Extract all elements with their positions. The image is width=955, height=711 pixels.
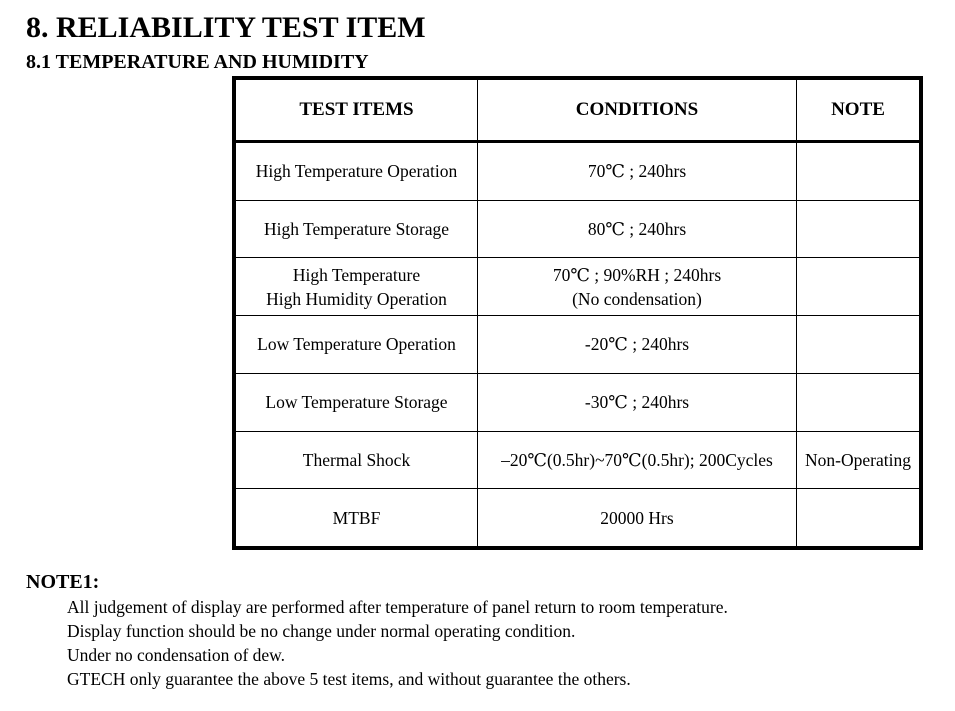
test-item-cell bbox=[236, 373, 478, 431]
test-item-cell bbox=[236, 142, 478, 201]
table-row bbox=[236, 200, 920, 258]
note-cell bbox=[797, 489, 920, 547]
note-line: Under no condensation of dew. bbox=[67, 645, 286, 665]
condition-cell-line: -30℃ ; 240hrs bbox=[584, 392, 690, 413]
table-row bbox=[236, 431, 920, 489]
condition-cell bbox=[478, 489, 797, 547]
condition-cell bbox=[478, 258, 797, 316]
condition-cell-line: –20℃(0.5hr)~70℃(0.5hr); 200Cycles bbox=[501, 449, 773, 470]
table-row bbox=[236, 316, 920, 374]
note-cell bbox=[797, 142, 920, 201]
test-item-cell bbox=[236, 200, 478, 258]
note-line: Display function should be no change under normal operating condition. bbox=[67, 621, 576, 641]
test-item-cell bbox=[236, 316, 478, 374]
note1-heading: NOTE1: bbox=[26, 571, 100, 593]
condition-cell-line: 70℃ ; 240hrs bbox=[587, 161, 687, 182]
condition-cell-line: (No condensation) bbox=[572, 288, 702, 309]
test-item-cell bbox=[236, 431, 478, 489]
test-item-cell-line: Low Temperature Operation bbox=[257, 334, 456, 355]
test-item-cell-line: High Humidity Operation bbox=[266, 288, 447, 309]
reliability-test-table bbox=[232, 76, 923, 550]
header-conditions: CONDITIONS bbox=[478, 80, 797, 142]
table-row bbox=[236, 489, 920, 547]
condition-cell bbox=[478, 373, 797, 431]
table-header-row bbox=[236, 80, 920, 142]
subsection-title: 8.1 TEMPERATURE AND HUMIDITY bbox=[26, 51, 369, 73]
section-title: 8. RELIABILITY TEST ITEM bbox=[26, 11, 426, 44]
note-cell bbox=[797, 258, 920, 316]
note-line: All judgement of display are performed after temperature of panel return to room temperature. bbox=[67, 597, 728, 617]
test-item-cell-line: MTBF bbox=[332, 507, 381, 528]
condition-cell-line: -20℃ ; 240hrs bbox=[584, 334, 690, 355]
condition-cell bbox=[478, 200, 797, 258]
note-cell bbox=[797, 316, 920, 374]
test-item-cell-line: Thermal Shock bbox=[302, 449, 411, 470]
table-body bbox=[236, 142, 920, 547]
test-item-cell-line: High Temperature Storage bbox=[263, 219, 450, 240]
table-row bbox=[236, 373, 920, 431]
test-item-cell-line: Low Temperature Storage bbox=[265, 392, 448, 413]
header-note: NOTE bbox=[797, 80, 920, 142]
note-cell bbox=[797, 373, 920, 431]
note-line: GTECH only guarantee the above 5 test items, and without guarantee the others. bbox=[67, 669, 631, 689]
test-item-cell-line: High Temperature bbox=[292, 264, 421, 285]
test-item-cell bbox=[236, 489, 478, 547]
note1-lines bbox=[67, 595, 728, 691]
table-row bbox=[236, 142, 920, 201]
test-item-cell bbox=[236, 258, 478, 316]
test-item-cell-line: High Temperature Operation bbox=[255, 161, 458, 182]
condition-cell-line: 70℃ ; 90%RH ; 240hrs bbox=[552, 264, 722, 285]
condition-cell-line: 80℃ ; 240hrs bbox=[587, 219, 687, 240]
note-cell: Non-Operating bbox=[797, 431, 920, 489]
condition-cell-line: 20000 Hrs bbox=[600, 507, 674, 528]
table-row bbox=[236, 258, 920, 316]
condition-cell bbox=[478, 316, 797, 374]
note-cell bbox=[797, 200, 920, 258]
header-test-items: TEST ITEMS bbox=[236, 80, 478, 142]
condition-cell bbox=[478, 142, 797, 201]
test-table bbox=[235, 79, 920, 547]
condition-cell bbox=[478, 431, 797, 489]
